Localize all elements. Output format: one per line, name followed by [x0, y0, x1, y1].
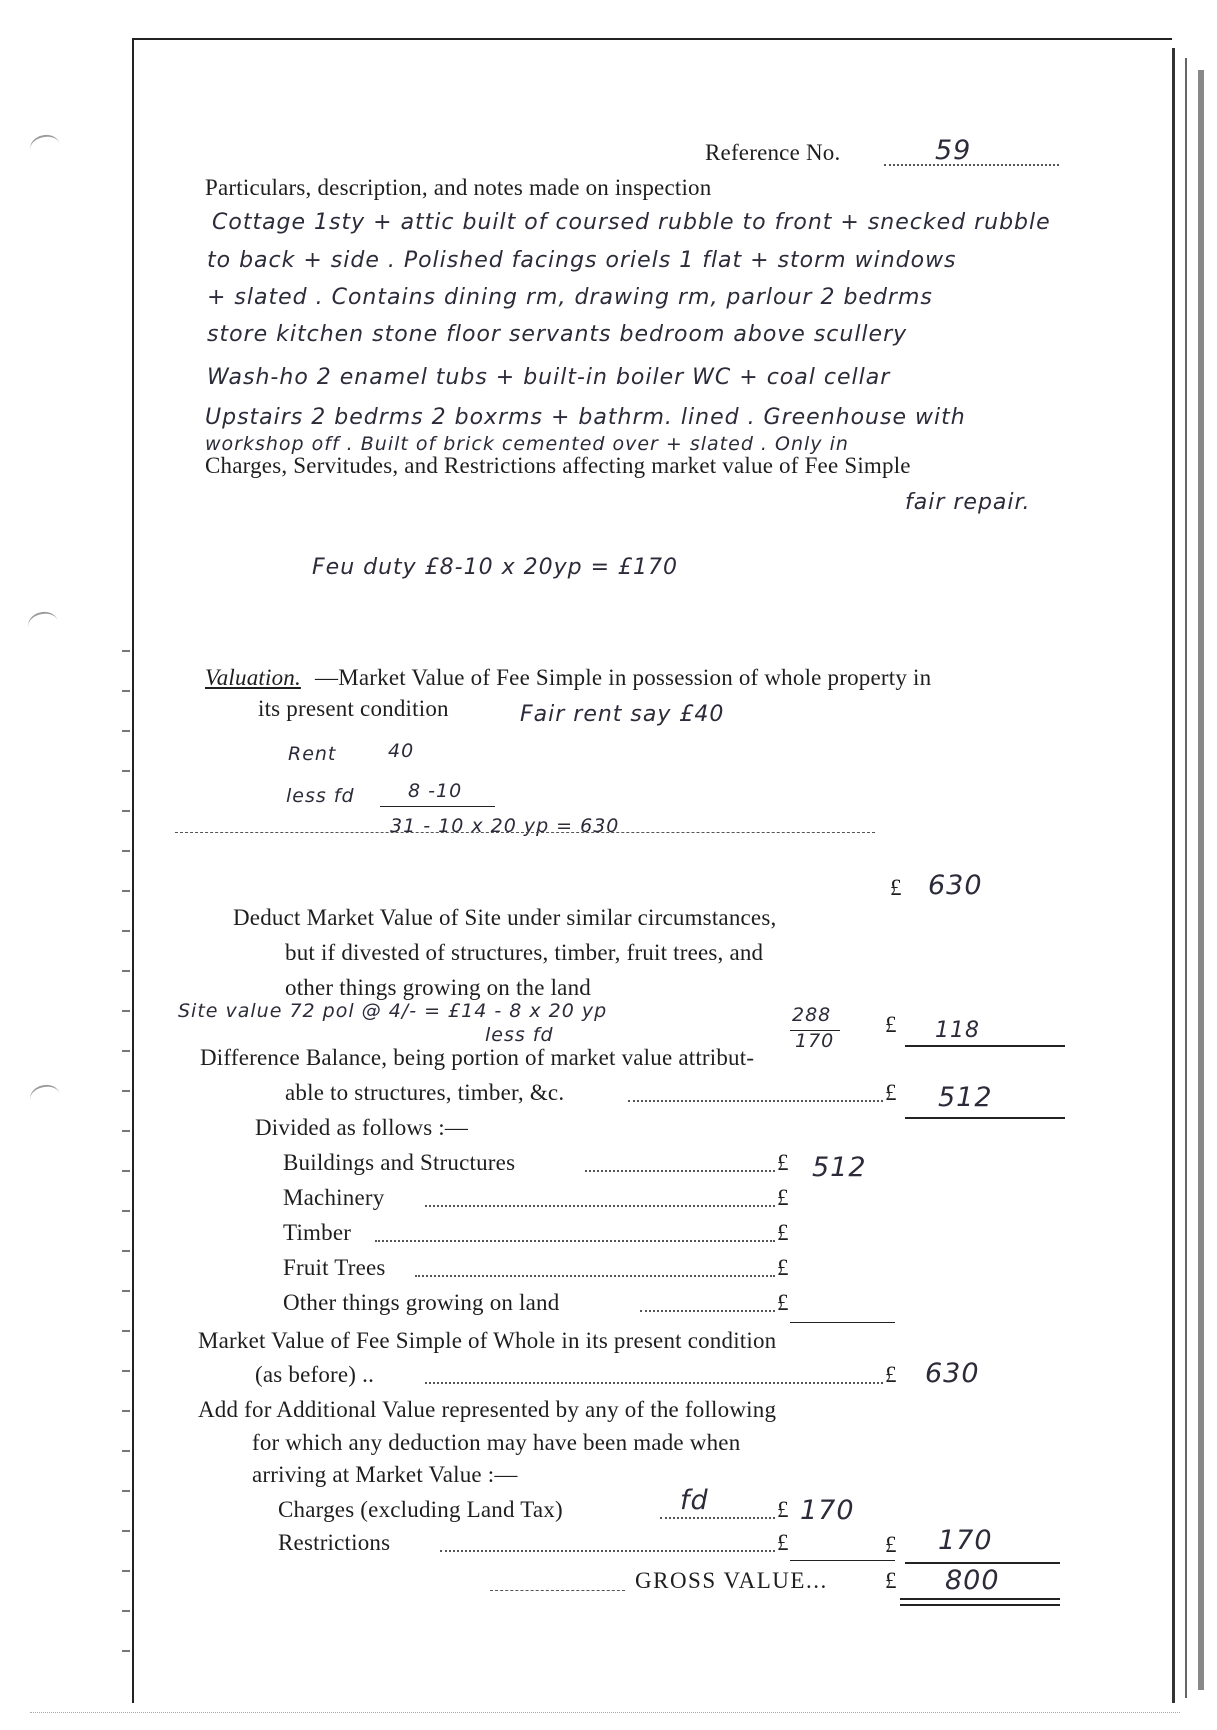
notes-line: Wash-ho 2 enamel tubs + built-in boiler WC + coal cellar	[207, 365, 891, 390]
margin-tick	[122, 730, 130, 732]
valuation-calc-line: 31 - 10 x 20 yp = 630	[390, 815, 620, 837]
charges-dotted-line	[660, 1517, 775, 1519]
notes-line: store kitchen stone floor servants bedroom above scullery	[207, 322, 908, 347]
restrictions-dotted-line	[440, 1550, 775, 1552]
whole-dotted-line	[425, 1382, 883, 1384]
margin-tick	[122, 1210, 130, 1212]
whole-line2: (as before) ..	[255, 1362, 375, 1387]
left-margin-rule	[132, 38, 134, 1703]
margin-tick	[122, 1570, 130, 1572]
punch-hole-mark	[28, 1082, 62, 1112]
divided-item-label: Fruit Trees	[283, 1255, 386, 1280]
notes-line: Upstairs 2 bedrms 2 boxrms + bathrm. lined . Greenhouse with	[205, 405, 966, 430]
deduct-line3: other things growing on the land	[285, 975, 591, 1000]
charges-value: 170	[800, 1495, 855, 1526]
punch-hole-mark	[28, 132, 62, 162]
margin-tick	[122, 1170, 130, 1172]
margin-tick	[122, 1650, 130, 1652]
margin-tick	[122, 970, 130, 972]
reference-value: 59	[935, 135, 972, 166]
punch-hole-mark	[26, 609, 60, 639]
top-margin-rule	[132, 38, 1172, 40]
divided-dotted-line	[425, 1205, 775, 1207]
divided-item-currency: £	[777, 1185, 789, 1210]
right-binding-edge-inner	[1185, 58, 1187, 1698]
divided-item-currency: £	[777, 1255, 789, 1280]
divided-item-label: Timber	[283, 1220, 352, 1245]
divided-total-rule	[790, 1322, 895, 1323]
restrictions-label: Restrictions	[278, 1530, 391, 1555]
divided-dotted-line	[640, 1310, 775, 1312]
deduct-line2: but if divested of structures, timber, fruit trees, and	[285, 940, 764, 965]
margin-tick	[122, 1490, 130, 1492]
difference-line2: able to structures, timber, &c.	[285, 1080, 565, 1105]
site-deduct-underline	[905, 1045, 1065, 1047]
rent-value: 40	[388, 740, 415, 762]
feu-duty-note: Feu duty £8-10 x 20yp = £170	[312, 555, 678, 580]
margin-tick	[122, 1050, 130, 1052]
additional-line1: Add for Additional Value represented by any of the following	[198, 1397, 777, 1422]
particulars-heading: Particulars, description, and notes made on inspection	[205, 175, 712, 200]
charges-fd-note: fd	[680, 1485, 709, 1516]
valuation-text-line2: its present condition	[258, 696, 449, 721]
margin-tick	[122, 1250, 130, 1252]
gross-double-underline-bottom	[900, 1604, 1060, 1606]
divided-dotted-line	[375, 1240, 775, 1242]
notes-line: Cottage 1sty + attic built of coursed rubble to front + snecked rubble	[212, 210, 1051, 235]
deduct-line1: Deduct Market Value of Site under similar circumstances,	[233, 905, 777, 930]
margin-tick	[122, 1130, 130, 1132]
divided-item-label: Other things growing on land	[283, 1290, 560, 1315]
rent-label: Rent	[288, 743, 337, 765]
difference-currency: £	[885, 1080, 897, 1105]
site-deduct-value: 118	[935, 1018, 980, 1043]
additional-line2: for which any deduction may have been made when	[252, 1430, 741, 1455]
gross-currency: £	[885, 1568, 897, 1593]
notes-line: to back + side . Polished facings oriels 1 flat + storm windows	[207, 248, 957, 273]
margin-tick	[122, 810, 130, 812]
margin-tick	[122, 1370, 130, 1372]
margin-tick	[122, 1290, 130, 1292]
additional-total-underline	[905, 1562, 1060, 1564]
divided-item-currency: £	[777, 1220, 789, 1245]
difference-underline	[905, 1117, 1065, 1119]
notes-line: workshop off . Built of brick cemented over + slated . Only in	[205, 433, 849, 455]
margin-tick	[122, 1330, 130, 1332]
market-value: 630	[928, 870, 983, 901]
divided-dotted-line	[585, 1170, 775, 1172]
whole-currency: £	[885, 1362, 897, 1387]
reference-label: Reference No.	[705, 140, 841, 165]
gross-double-underline-top	[900, 1598, 1060, 1600]
valuation-label: Valuation.	[205, 665, 301, 690]
valuation-dashed-line	[175, 832, 875, 833]
less-fd-value: 8 -10	[408, 780, 463, 802]
restrictions-currency: £	[777, 1530, 789, 1555]
less-fd-label: less fd	[286, 785, 355, 807]
difference-line1: Difference Balance, being portion of market value attribut-	[200, 1045, 755, 1070]
margin-tick	[122, 1010, 130, 1012]
site-less-fd-note: less fd	[485, 1024, 554, 1046]
bottom-scan-dots	[30, 1712, 1180, 1713]
gross-label: GROSS VALUE...	[635, 1568, 828, 1593]
repair-note: fair repair.	[905, 490, 1031, 515]
additional-total-value: 170	[938, 1525, 993, 1556]
charges-excluding-label: Charges (excluding Land Tax)	[278, 1497, 563, 1522]
fair-rent-note: Fair rent say £40	[520, 702, 725, 727]
margin-tick	[122, 1090, 130, 1092]
site-deduct-currency: £	[885, 1012, 897, 1037]
additional-line3: arriving at Market Value :—	[252, 1462, 518, 1487]
divided-item-label: Machinery	[283, 1185, 385, 1210]
divided-item-currency: £	[777, 1150, 789, 1175]
site-value-note: Site value 72 pol @ 4/- = £14 - 8 x 20 yp	[178, 1000, 608, 1022]
margin-tick	[122, 890, 130, 892]
notes-line: + slated . Contains dining rm, drawing rm, parlour 2 bedrms	[207, 285, 933, 310]
margin-tick	[122, 930, 130, 932]
charges-heading: Charges, Servitudes, and Restrictions affecting market value of Fee Simple	[205, 453, 911, 478]
additional-total-currency: £	[885, 1532, 897, 1557]
right-binding-edge	[1172, 48, 1175, 1703]
divided-item-value: 512	[812, 1152, 867, 1183]
divided-heading: Divided as follows :—	[255, 1115, 469, 1140]
difference-value: 512	[938, 1082, 993, 1113]
gross-value: 800	[945, 1565, 1000, 1596]
site-calc-top: 288	[792, 1004, 832, 1026]
site-calc-bottom: 170	[795, 1030, 835, 1052]
less-fd-underline	[380, 806, 495, 807]
margin-tick	[122, 650, 130, 652]
margin-tick	[122, 690, 130, 692]
margin-tick	[122, 770, 130, 772]
whole-value: 630	[925, 1358, 980, 1389]
valuation-text-line1: —Market Value of Fee Simple in possession of whole property in	[315, 665, 932, 690]
margin-tick	[122, 1530, 130, 1532]
margin-tick	[122, 1450, 130, 1452]
charges-currency: £	[777, 1497, 789, 1522]
margin-tick	[122, 1410, 130, 1412]
whole-line1: Market Value of Fee Simple of Whole in its present condition	[198, 1328, 777, 1353]
divided-dotted-line	[415, 1275, 775, 1277]
restrictions-underline	[790, 1560, 895, 1561]
market-value-currency: £	[890, 875, 902, 900]
divided-item-label: Buildings and Structures	[283, 1150, 516, 1175]
right-binding-edge-outer	[1198, 70, 1204, 1690]
gross-dashed-line	[490, 1590, 625, 1591]
difference-dotted-line	[628, 1100, 883, 1102]
reference-dotted-line	[884, 164, 1059, 166]
margin-tick	[122, 850, 130, 852]
divided-item-currency: £	[777, 1290, 789, 1315]
margin-tick	[122, 1610, 130, 1612]
